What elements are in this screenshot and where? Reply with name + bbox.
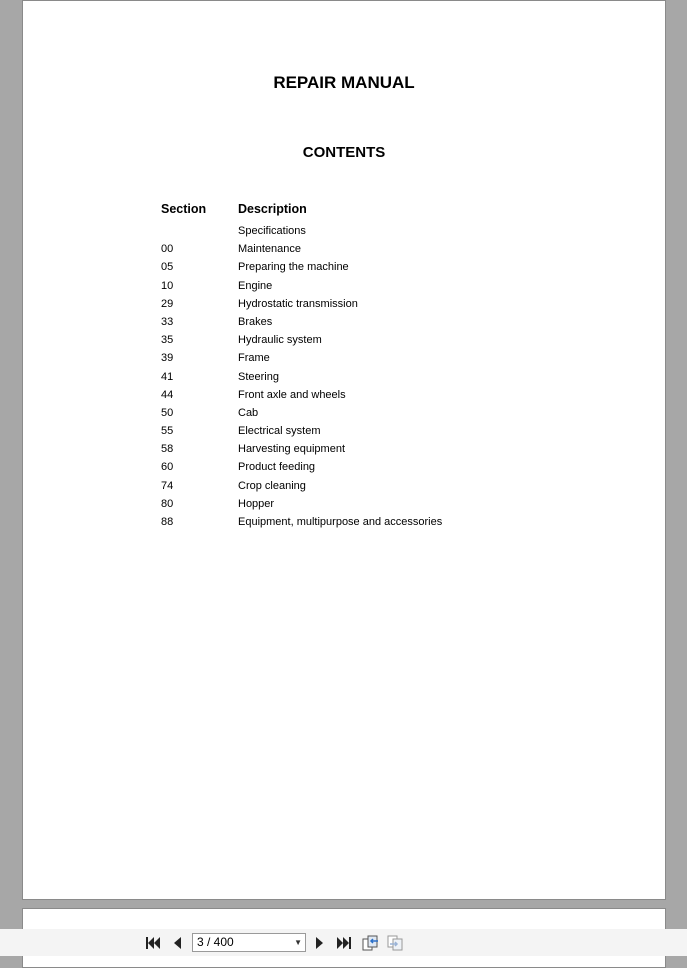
toc-row <box>161 404 561 422</box>
last-page-icon <box>336 936 352 950</box>
toc-description: Engine <box>238 279 273 292</box>
go-forward-icon <box>387 935 405 951</box>
toc-section: 60 <box>161 461 174 474</box>
toc-section: 29 <box>161 297 174 310</box>
toc-row <box>161 386 561 404</box>
toc-row <box>161 368 561 386</box>
toc-section: 41 <box>161 370 174 383</box>
toc-row <box>161 222 561 240</box>
toc-row <box>161 331 561 349</box>
toc-description: Hydraulic system <box>238 334 322 347</box>
toc-description: Brakes <box>238 315 273 328</box>
toc-row <box>161 440 561 458</box>
toc-section: 74 <box>161 479 174 492</box>
section-column-header: Section <box>161 202 207 216</box>
page-indicator: 3 / 400 <box>197 935 234 949</box>
toc-description: Crop cleaning <box>238 479 306 492</box>
page-number-select[interactable] <box>192 933 306 952</box>
toc-description: Product feeding <box>238 461 316 474</box>
toc-section: 50 <box>161 406 174 419</box>
contents-heading: CONTENTS <box>302 144 386 161</box>
previous-page-button[interactable] <box>168 934 186 952</box>
toc-row <box>161 349 561 367</box>
go-back-icon <box>362 935 380 951</box>
description-column-header: Description <box>238 202 307 216</box>
toc-description: Frame <box>238 352 270 365</box>
first-page-button[interactable] <box>144 934 162 952</box>
toc-row <box>161 277 561 295</box>
toc-description: Specifications <box>238 225 306 237</box>
toc-description: Electrical system <box>238 425 321 438</box>
toc-description: Maintenance <box>238 243 301 256</box>
toc-description: Harvesting equipment <box>238 443 346 456</box>
toc-row <box>161 513 561 531</box>
toc-description: Preparing the machine <box>238 261 349 274</box>
toc-row <box>161 422 561 440</box>
toc-row <box>161 495 561 513</box>
toc-section: 05 <box>161 261 174 274</box>
next-page-button[interactable] <box>311 934 329 952</box>
toc-section: 80 <box>161 497 174 510</box>
toc-section: 39 <box>161 352 174 365</box>
toc-description: Hopper <box>238 497 275 510</box>
toc-description: Steering <box>238 370 279 383</box>
toc-row <box>161 240 561 258</box>
navigation-toolbar <box>0 929 687 956</box>
go-forward-view-button[interactable] <box>387 934 405 952</box>
contents-table <box>161 222 561 531</box>
toc-description: Front axle and wheels <box>238 388 346 401</box>
toc-description: Equipment, multipurpose and accessories <box>238 516 443 528</box>
toc-section: 33 <box>161 315 174 328</box>
first-page-icon <box>145 936 161 950</box>
toc-description: Hydrostatic transmission <box>238 297 358 310</box>
document-title: REPAIR MANUAL <box>273 73 415 92</box>
chevron-down-icon: ▼ <box>294 938 302 947</box>
toc-section: 44 <box>161 388 174 401</box>
toc-section: 55 <box>161 425 174 438</box>
toc-row <box>161 477 561 495</box>
next-page-icon <box>314 936 326 950</box>
toc-section: 58 <box>161 443 174 456</box>
document-page <box>22 0 666 900</box>
last-page-button[interactable] <box>335 934 353 952</box>
toc-row <box>161 458 561 476</box>
go-back-view-button[interactable] <box>362 934 380 952</box>
toc-section: 00 <box>161 243 174 256</box>
toc-row <box>161 258 561 276</box>
toc-row <box>161 295 561 313</box>
toc-row <box>161 313 561 331</box>
previous-page-icon <box>171 936 183 950</box>
toc-section: 35 <box>161 334 174 347</box>
toc-description: Cab <box>238 406 259 419</box>
toc-section: 10 <box>161 279 174 292</box>
toc-section: 88 <box>161 516 174 528</box>
